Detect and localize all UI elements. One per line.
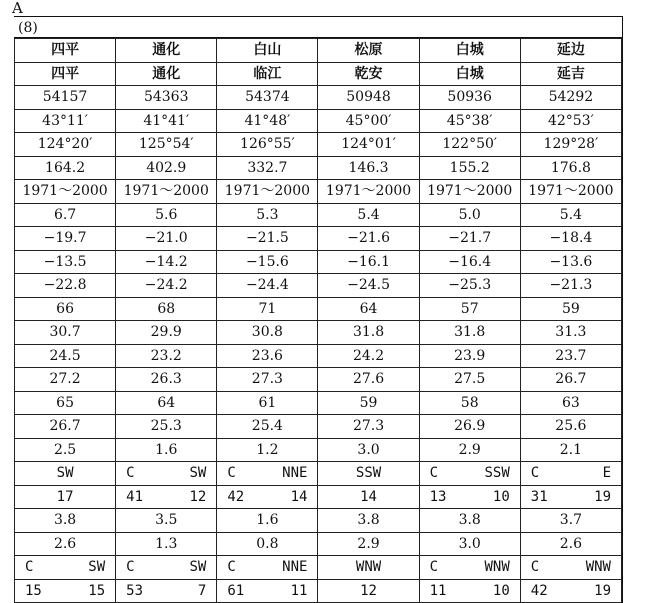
data-cell: 402.9 bbox=[116, 156, 217, 180]
data-cell: 155.2 bbox=[419, 156, 520, 180]
wind-cell bbox=[520, 485, 621, 509]
data-row bbox=[15, 156, 622, 180]
data-cell: −21.5 bbox=[217, 227, 318, 251]
wind-value: 11 bbox=[429, 582, 447, 599]
region-cell: 白城 bbox=[419, 39, 520, 63]
data-cell: −21.6 bbox=[318, 227, 419, 251]
data-row bbox=[15, 509, 622, 533]
data-cell: 45°00′ bbox=[318, 109, 419, 133]
wind-cell bbox=[520, 462, 621, 486]
wind-value: 12 bbox=[189, 488, 207, 505]
top-rule bbox=[14, 16, 622, 17]
wind-value: 14 bbox=[290, 488, 308, 505]
data-cell: 66 bbox=[15, 297, 116, 321]
wind-pair bbox=[420, 490, 520, 504]
data-row bbox=[15, 109, 622, 133]
data-cell: 5.4 bbox=[520, 203, 621, 227]
wind-cell bbox=[15, 579, 116, 603]
wind-cell bbox=[15, 556, 116, 580]
data-cell: 25.4 bbox=[217, 415, 318, 439]
wind-cell bbox=[116, 556, 217, 580]
station-row bbox=[15, 62, 622, 86]
wind-row bbox=[15, 485, 622, 509]
data-cell: 63 bbox=[520, 391, 621, 415]
data-cell: 124°20′ bbox=[15, 133, 116, 157]
data-cell: 27.3 bbox=[318, 415, 419, 439]
station-cell: 乾安 bbox=[318, 62, 419, 86]
data-cell: 54363 bbox=[116, 86, 217, 110]
wind-cell bbox=[419, 462, 520, 486]
data-cell: −25.3 bbox=[419, 274, 520, 298]
wind-cell bbox=[217, 485, 318, 509]
wind-pair bbox=[420, 560, 520, 574]
data-cell: −19.7 bbox=[15, 227, 116, 251]
data-cell: 146.3 bbox=[318, 156, 419, 180]
data-row bbox=[15, 180, 622, 204]
data-cell: 54292 bbox=[520, 86, 621, 110]
data-cell: 6.7 bbox=[15, 203, 116, 227]
wind-pair bbox=[420, 466, 520, 480]
data-row bbox=[15, 227, 622, 251]
wind-value: SW bbox=[88, 559, 106, 576]
wind-pair bbox=[15, 584, 115, 598]
data-cell: 5.6 bbox=[116, 203, 217, 227]
data-row bbox=[15, 438, 622, 462]
data-cell: 41°41′ bbox=[116, 109, 217, 133]
wind-pair bbox=[217, 560, 317, 574]
wind-value: 19 bbox=[594, 488, 611, 505]
data-cell: 24.5 bbox=[15, 344, 116, 368]
wind-cell: SSW bbox=[318, 462, 419, 486]
data-cell: −18.4 bbox=[520, 227, 621, 251]
wind-value: 10 bbox=[492, 488, 510, 505]
wind-value: C bbox=[126, 559, 135, 576]
wind-value: 7 bbox=[197, 582, 207, 599]
data-cell: 1.3 bbox=[116, 532, 217, 556]
data-cell: 58 bbox=[419, 391, 520, 415]
data-row bbox=[15, 344, 622, 368]
data-row bbox=[15, 321, 622, 345]
data-cell: 3.8 bbox=[15, 509, 116, 533]
data-cell: −24.2 bbox=[116, 274, 217, 298]
data-row bbox=[15, 203, 622, 227]
data-cell: 1971～2000 bbox=[520, 180, 621, 204]
data-cell: 30.8 bbox=[217, 321, 318, 345]
data-cell: 1971～2000 bbox=[318, 180, 419, 204]
wind-value: C bbox=[530, 559, 540, 576]
data-cell: 332.7 bbox=[217, 156, 318, 180]
station-cell: 通化 bbox=[116, 62, 217, 86]
data-cell: 2.6 bbox=[15, 532, 116, 556]
data-cell: 43°11′ bbox=[15, 109, 116, 133]
data-cell: 1971～2000 bbox=[15, 180, 116, 204]
wind-pair bbox=[116, 584, 216, 598]
wind-value: 53 bbox=[126, 582, 144, 599]
data-cell: 54157 bbox=[15, 86, 116, 110]
wind-value: 42 bbox=[530, 582, 548, 599]
data-cell: 59 bbox=[318, 391, 419, 415]
wind-value: NNE bbox=[282, 559, 308, 576]
wind-cell bbox=[419, 579, 520, 603]
data-cell: −21.3 bbox=[520, 274, 621, 298]
wind-cell bbox=[116, 462, 217, 486]
data-cell: 65 bbox=[15, 391, 116, 415]
data-cell: 3.7 bbox=[520, 509, 621, 533]
wind-cell bbox=[419, 485, 520, 509]
wind-value: 15 bbox=[88, 582, 106, 599]
data-cell: 3.0 bbox=[419, 532, 520, 556]
climate-table bbox=[14, 38, 622, 603]
wind-row bbox=[15, 462, 622, 486]
data-cell: −14.2 bbox=[116, 250, 217, 274]
data-cell: 164.2 bbox=[15, 156, 116, 180]
wind-value: 10 bbox=[492, 582, 510, 599]
data-cell: −21.7 bbox=[419, 227, 520, 251]
data-cell: 5.4 bbox=[318, 203, 419, 227]
data-cell: 23.6 bbox=[217, 344, 318, 368]
wind-pair bbox=[420, 584, 520, 598]
station-cell: 延吉 bbox=[520, 62, 621, 86]
data-row bbox=[15, 274, 622, 298]
data-cell: 31.3 bbox=[520, 321, 621, 345]
data-cell: 54374 bbox=[217, 86, 318, 110]
data-cell: −21.0 bbox=[116, 227, 217, 251]
data-cell: 26.7 bbox=[15, 415, 116, 439]
data-cell: 1971～2000 bbox=[419, 180, 520, 204]
data-cell: 25.3 bbox=[116, 415, 217, 439]
wind-cell bbox=[217, 556, 318, 580]
data-cell: 26.7 bbox=[520, 368, 621, 392]
data-cell: 26.9 bbox=[419, 415, 520, 439]
wind-cell bbox=[116, 485, 217, 509]
data-row bbox=[15, 133, 622, 157]
data-cell: 27.3 bbox=[217, 368, 318, 392]
station-cell: 临江 bbox=[217, 62, 318, 86]
data-cell: 64 bbox=[318, 297, 419, 321]
data-cell: 3.8 bbox=[318, 509, 419, 533]
data-cell: 31.8 bbox=[318, 321, 419, 345]
wind-value: C bbox=[429, 559, 439, 576]
data-cell: 125°54′ bbox=[116, 133, 217, 157]
wind-value: 15 bbox=[25, 582, 42, 599]
wind-cell: SW bbox=[15, 462, 116, 486]
wind-row bbox=[15, 579, 622, 603]
wind-value: 19 bbox=[594, 582, 611, 599]
wind-cell: 12 bbox=[318, 579, 419, 603]
data-cell: 50948 bbox=[318, 86, 419, 110]
station-cell: 白城 bbox=[419, 62, 520, 86]
data-cell: 45°38′ bbox=[419, 109, 520, 133]
wind-value: 42 bbox=[227, 488, 245, 505]
data-row bbox=[15, 532, 622, 556]
data-cell: 2.9 bbox=[419, 438, 520, 462]
data-cell: 2.5 bbox=[15, 438, 116, 462]
data-cell: 61 bbox=[217, 391, 318, 415]
data-cell: 24.2 bbox=[318, 344, 419, 368]
wind-value: C bbox=[227, 465, 236, 482]
data-cell: 29.9 bbox=[116, 321, 217, 345]
data-row bbox=[15, 250, 622, 274]
wind-value: E bbox=[602, 465, 611, 482]
data-cell: 1971～2000 bbox=[217, 180, 318, 204]
data-cell: 1971～2000 bbox=[116, 180, 217, 204]
data-cell: 1.2 bbox=[217, 438, 318, 462]
data-cell: 27.6 bbox=[318, 368, 419, 392]
region-cell: 松原 bbox=[318, 39, 419, 63]
data-cell: 2.9 bbox=[318, 532, 419, 556]
section-letter: A bbox=[12, 0, 23, 17]
wind-value: WNW bbox=[585, 559, 611, 576]
data-cell: 27.5 bbox=[419, 368, 520, 392]
data-cell: 122°50′ bbox=[419, 133, 520, 157]
data-cell: 42°53′ bbox=[520, 109, 621, 133]
wind-pair bbox=[217, 466, 317, 480]
wind-value: NNE bbox=[282, 465, 308, 482]
data-row bbox=[15, 297, 622, 321]
wind-row bbox=[15, 556, 622, 580]
data-cell: −16.1 bbox=[318, 250, 419, 274]
data-cell: 1.6 bbox=[116, 438, 217, 462]
right-edge-rule bbox=[622, 16, 623, 603]
data-cell: 3.5 bbox=[116, 509, 217, 533]
region-cell: 通化 bbox=[116, 39, 217, 63]
data-cell: 129°28′ bbox=[520, 133, 621, 157]
data-cell: 50936 bbox=[419, 86, 520, 110]
data-cell: 1.6 bbox=[217, 509, 318, 533]
wind-cell bbox=[419, 556, 520, 580]
wind-cell bbox=[217, 579, 318, 603]
wind-value: 13 bbox=[429, 488, 447, 505]
station-cell: 四平 bbox=[15, 62, 116, 86]
wind-pair bbox=[116, 490, 216, 504]
data-cell: 0.8 bbox=[217, 532, 318, 556]
data-cell: 2.1 bbox=[520, 438, 621, 462]
data-cell: 30.7 bbox=[15, 321, 116, 345]
data-cell: −15.6 bbox=[217, 250, 318, 274]
data-cell: 176.8 bbox=[520, 156, 621, 180]
data-cell: 31.8 bbox=[419, 321, 520, 345]
wind-value: 31 bbox=[530, 488, 548, 505]
wind-value: WNW bbox=[484, 559, 510, 576]
wind-pair bbox=[521, 466, 621, 480]
table-number: (8) bbox=[18, 20, 38, 36]
data-row bbox=[15, 368, 622, 392]
data-cell: 64 bbox=[116, 391, 217, 415]
wind-value: 41 bbox=[126, 488, 144, 505]
wind-pair bbox=[521, 584, 621, 598]
wind-value: C bbox=[126, 465, 135, 482]
data-cell: 126°55′ bbox=[217, 133, 318, 157]
data-cell: 2.6 bbox=[520, 532, 621, 556]
region-row bbox=[15, 39, 622, 63]
wind-pair bbox=[15, 560, 115, 574]
data-cell: −13.5 bbox=[15, 250, 116, 274]
data-cell: 41°48′ bbox=[217, 109, 318, 133]
wind-value: C bbox=[429, 465, 439, 482]
wind-cell: 14 bbox=[318, 485, 419, 509]
data-cell: 25.6 bbox=[520, 415, 621, 439]
wind-pair bbox=[217, 584, 317, 598]
wind-value: SW bbox=[189, 559, 207, 576]
wind-pair bbox=[521, 490, 621, 504]
data-cell: 3.0 bbox=[318, 438, 419, 462]
region-cell: 白山 bbox=[217, 39, 318, 63]
wind-pair bbox=[521, 560, 621, 574]
wind-value: SW bbox=[189, 465, 207, 482]
data-cell: 68 bbox=[116, 297, 217, 321]
wind-value: C bbox=[25, 559, 34, 576]
data-cell: 23.9 bbox=[419, 344, 520, 368]
wind-cell bbox=[520, 556, 621, 580]
wind-cell bbox=[520, 579, 621, 603]
data-cell: −24.5 bbox=[318, 274, 419, 298]
wind-pair bbox=[116, 466, 216, 480]
data-cell: 23.7 bbox=[520, 344, 621, 368]
wind-value: 61 bbox=[227, 582, 245, 599]
data-cell: 71 bbox=[217, 297, 318, 321]
data-cell: −16.4 bbox=[419, 250, 520, 274]
data-cell: 124°01′ bbox=[318, 133, 419, 157]
wind-pair bbox=[116, 560, 216, 574]
data-cell: 5.0 bbox=[419, 203, 520, 227]
wind-value: 11 bbox=[290, 582, 308, 599]
data-row bbox=[15, 391, 622, 415]
data-cell: 26.3 bbox=[116, 368, 217, 392]
data-cell: −22.8 bbox=[15, 274, 116, 298]
wind-value: C bbox=[530, 465, 540, 482]
data-cell: 59 bbox=[520, 297, 621, 321]
data-cell: 23.2 bbox=[116, 344, 217, 368]
region-cell: 四平 bbox=[15, 39, 116, 63]
data-cell: 3.8 bbox=[419, 509, 520, 533]
data-cell: 5.3 bbox=[217, 203, 318, 227]
wind-value: SSW bbox=[484, 465, 510, 482]
wind-pair bbox=[217, 490, 317, 504]
wind-cell: 17 bbox=[15, 485, 116, 509]
wind-cell bbox=[217, 462, 318, 486]
data-cell: −13.6 bbox=[520, 250, 621, 274]
data-row bbox=[15, 86, 622, 110]
data-cell: 27.2 bbox=[15, 368, 116, 392]
wind-cell bbox=[116, 579, 217, 603]
data-row bbox=[15, 415, 622, 439]
wind-value: C bbox=[227, 559, 236, 576]
region-cell: 延边 bbox=[520, 39, 621, 63]
data-cell: −24.4 bbox=[217, 274, 318, 298]
wind-cell: WNW bbox=[318, 556, 419, 580]
data-cell: 57 bbox=[419, 297, 520, 321]
